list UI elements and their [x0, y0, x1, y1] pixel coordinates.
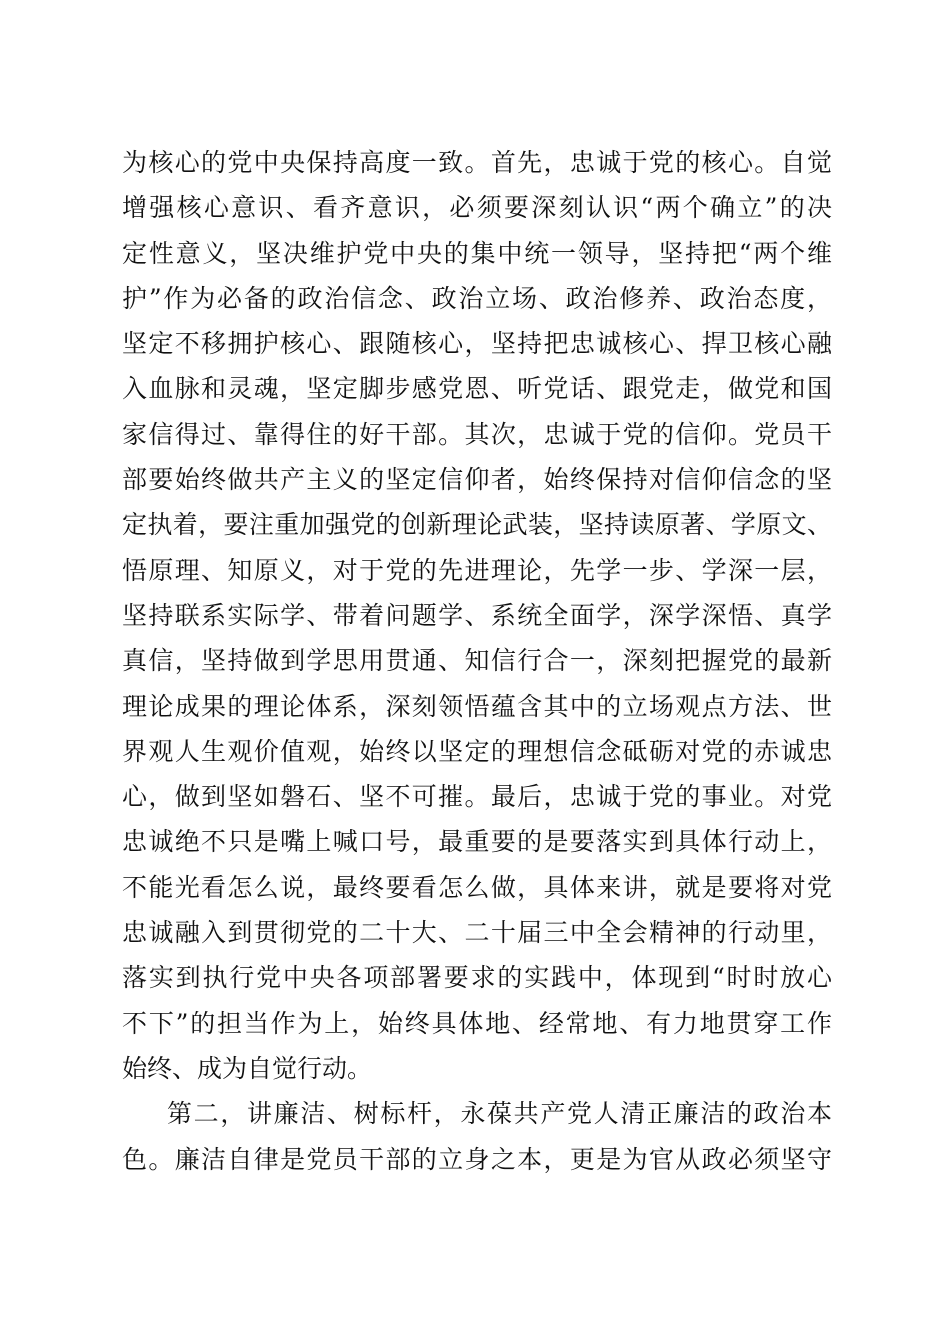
text-line: 心，做到坚如磐石、坚不可摧。最后，忠诚于党的事业。对党 [122, 782, 832, 812]
text-line: 定执着，要注重加强党的创新理论武装，坚持读原著、学原文、 [122, 510, 832, 540]
text-line: 悟原理、知原义，对于党的先进理论，先学一步、学深一层， [122, 555, 832, 585]
paragraph-end-line: 始终、成为自觉行动。 [122, 1053, 373, 1083]
text-line: 真信，坚持做到学思用贯通、知信行合一，深刻把握党的最新 [122, 646, 832, 676]
text-line: 为核心的党中央保持高度一致。首先，忠诚于党的核心。自觉 [122, 148, 832, 177]
text-line: 理论成果的理论体系，深刻领悟蕴含其中的立场观点方法、世 [122, 691, 832, 721]
text-line: 入血脉和灵魂，坚定脚步感党恩、听党话、跟党走，做党和国 [122, 374, 832, 404]
text-line: 界观人生观价值观，始终以坚定的理想信念砥砺对党的赤诚忠 [122, 736, 832, 766]
text-line: 家信得过、靠得住的好干部。其次，忠诚于党的信仰。党员干 [122, 419, 832, 449]
text-line: 部要始终做共产主义的坚定信仰者，始终保持对信仰信念的坚 [122, 465, 832, 495]
text-line: 坚持联系实际学、带着问题学、系统全面学，深学深悟、真学 [122, 600, 832, 630]
text-line: 不能光看怎么说，最终要看怎么做，具体来讲，就是要将对党 [122, 872, 832, 902]
paragraph-start-line: 第二，讲廉洁、树标杆，永葆共产党人清正廉洁的政治本 [167, 1099, 832, 1129]
text-line: 护”作为必备的政治信念、政治立场、政治修养、政治态度， [122, 283, 832, 313]
text-line: 定性意义，坚决维护党中央的集中统一领导，坚持把“两个维 [122, 238, 832, 268]
text-line: 忠诚绝不只是嘴上喊口号，最重要的是要落实到具体行动上， [122, 827, 832, 857]
text-line: 不下”的担当作为上，始终具体地、经常地、有力地贯穿工作 [122, 1008, 832, 1038]
text-line: 忠诚融入到贯彻党的二十大、二十届三中全会精神的行动里， [122, 918, 832, 948]
text-line: 增强核心意识、看齐意识，必须要深刻认识“两个确立”的决 [122, 193, 832, 223]
body-text [122, 140, 832, 1182]
text-line: 落实到执行党中央各项部署要求的实践中，体现到“时时放心 [122, 963, 832, 993]
text-line: 坚定不移拥护核心、跟随核心，坚持把忠诚核心、捍卫核心融 [122, 329, 832, 359]
text-line: 色。廉洁自律是党员干部的立身之本，更是为官从政必须坚守 [122, 1144, 832, 1174]
